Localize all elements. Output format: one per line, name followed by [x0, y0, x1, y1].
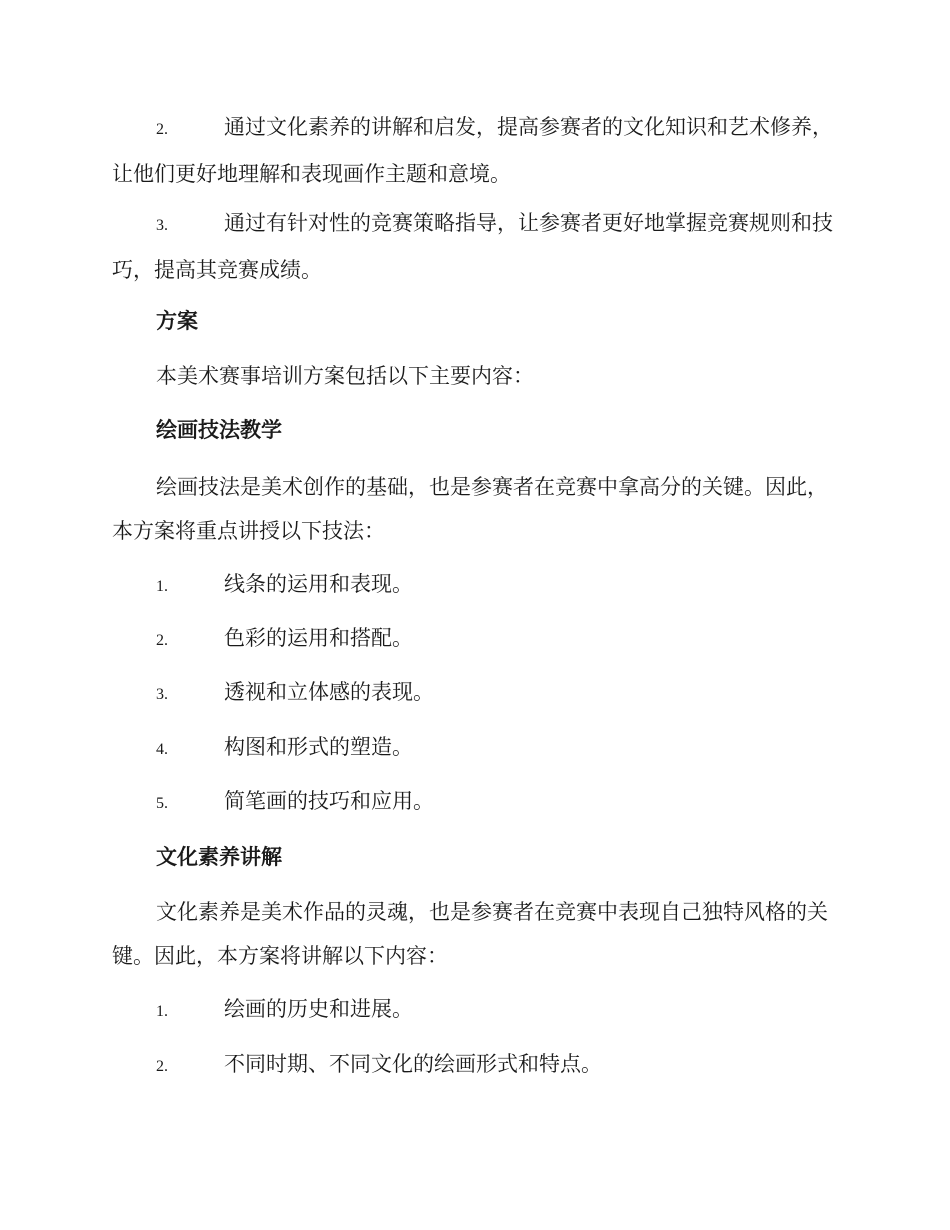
list-number: 1. — [156, 1003, 168, 1020]
list-number: 3. — [156, 686, 168, 703]
list-text: 构图和形式的塑造。 — [224, 735, 413, 759]
paragraph-culture-intro: 文化素养是美术作品的灵魂，也是参赛者在竞赛中表现自己独特风格的关键。因此，本方案将讲解以下内容： — [112, 900, 828, 968]
list-item — [112, 562, 838, 609]
list-text: 通过文化素养的讲解和启发，提高参赛者的文化知识和艺术修养，让他们更好地理解和表现画作主题和意境。 — [112, 115, 833, 186]
list-text: 线条的运用和表现。 — [224, 572, 413, 596]
list-number: 2. — [156, 1058, 168, 1075]
list-number: 4. — [156, 741, 168, 758]
list-item — [112, 725, 838, 772]
list-number: 3. — [156, 217, 168, 234]
list-item — [112, 616, 838, 663]
paragraph-techniques-intro: 绘画技法是美术创作的基础，也是参赛者在竞赛中拿高分的关键。因此，本方案将重点讲授以下技法： — [112, 475, 828, 543]
list-number: 2. — [156, 632, 168, 649]
section-heading-culture: 文化素养讲解 — [156, 845, 282, 869]
list-item — [112, 201, 838, 292]
list-item — [112, 105, 838, 196]
list-text: 透视和立体感的表现。 — [224, 680, 434, 704]
list-text: 绘画的历史和进展。 — [224, 997, 413, 1021]
list-item — [112, 987, 838, 1034]
list-item — [112, 1042, 838, 1089]
paragraph-plan-intro: 本美术赛事培训方案包括以下主要内容： — [156, 364, 534, 388]
list-text: 不同时期、不同文化的绘画形式和特点。 — [224, 1052, 602, 1076]
list-text: 通过有针对性的竞赛策略指导，让参赛者更好地掌握竞赛规则和技巧，提高其竞赛成绩。 — [112, 211, 833, 282]
list-text: 色彩的运用和搭配。 — [224, 626, 413, 650]
list-number: 2. — [156, 121, 168, 138]
list-text: 简笔画的技巧和应用。 — [224, 789, 434, 813]
list-number: 5. — [156, 795, 168, 812]
section-heading-plan: 方案 — [156, 309, 198, 333]
list-item — [112, 670, 838, 717]
list-item — [112, 779, 838, 826]
section-heading-techniques: 绘画技法教学 — [156, 418, 282, 442]
list-number: 1. — [156, 578, 168, 595]
